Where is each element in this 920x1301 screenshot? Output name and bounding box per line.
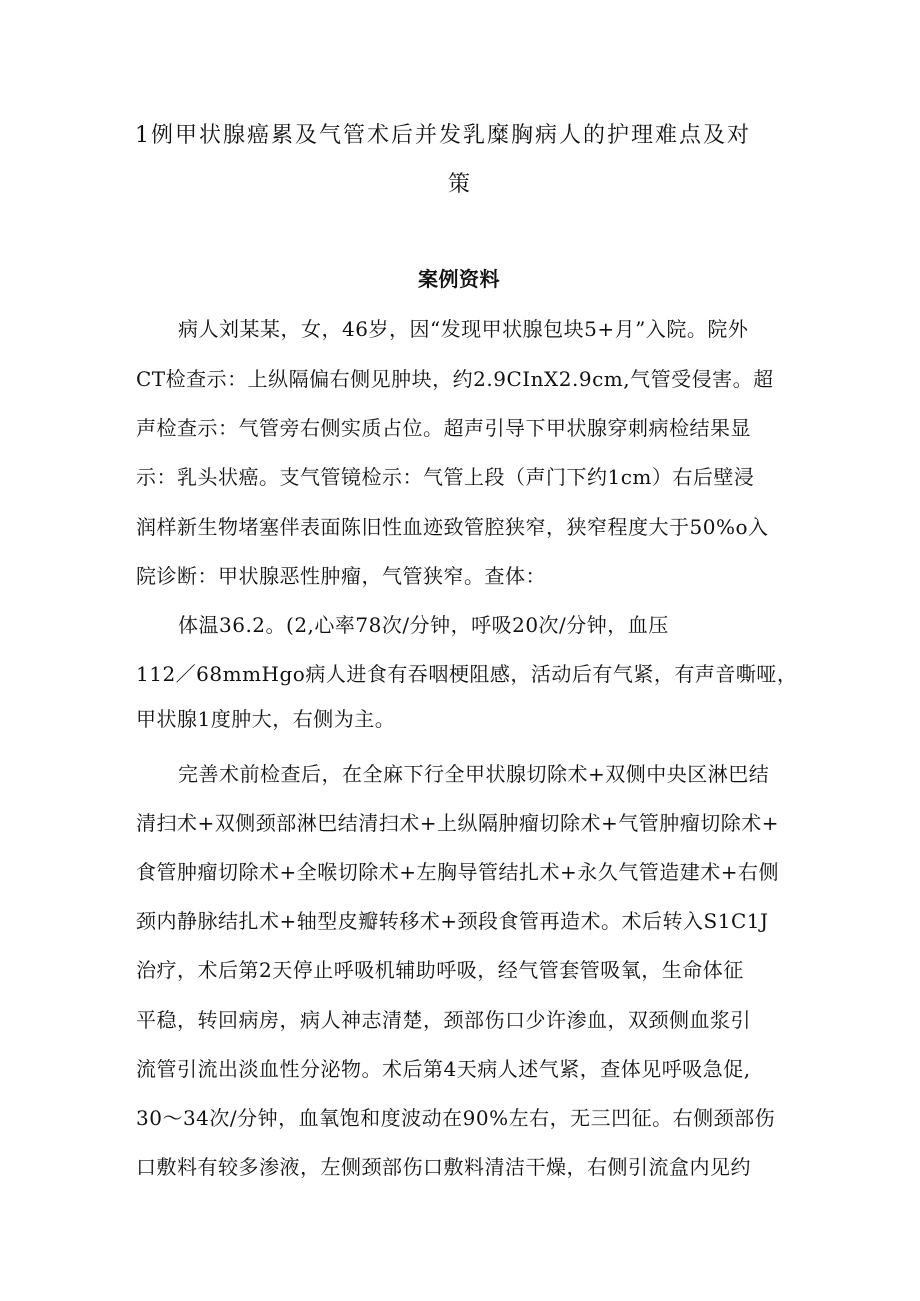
paragraph-line: 病人刘某某，女，46岁，因“发现甲状腺包块5+月”入院。院外 bbox=[178, 317, 749, 341]
paragraph-line: 完善术前检查后，在全麻下行全甲状腺切除术+双侧中央区淋巴结 bbox=[178, 762, 770, 786]
paragraph-line: 口敷料有较多渗液，左侧颈部伤口敷料清洁干燥，右侧引流盒内见约 bbox=[136, 1155, 751, 1179]
paragraph-line: 30～34次/分钟，血氧饱和度波动在90%左右，无三凹征。右侧颈部伤 bbox=[136, 1106, 776, 1130]
paragraph-line: 清扫术+双侧颈部淋巴结清扫术+上纵隔肿瘤切除术+气管肿瘤切除术+ bbox=[136, 811, 780, 835]
paragraph-line: 治疗，术后第2天停止呼吸机辅助呼吸，经气管套管吸氧，生命体征 bbox=[136, 958, 744, 982]
paragraph-line: 院诊断：甲状腺恶性肿瘤，气管狭窄。查体： bbox=[136, 564, 546, 588]
section-heading: 案例资料 bbox=[418, 267, 500, 291]
paragraph-line: 润样新生物堵塞伴表面陈旧性血迹致管腔狭窄，狭窄程度大于50%o入 bbox=[136, 515, 769, 539]
paragraph-line: 112／68mmHgo病人进食有吞咽梗阻感，活动后有气紧，有声音嘶哑， bbox=[136, 662, 798, 686]
paragraph-line: 食管肿瘤切除术+全喉切除术+左胸导管结扎术+永久气管造建术+右侧 bbox=[136, 860, 780, 884]
paragraph-line: CT检查示：上纵隔偏右侧见肿块，约2.9CInX2.9cm,气管受侵害。超 bbox=[136, 367, 774, 391]
paragraph-line: 示：乳头状癌。支气管镜检示：气管上段（声门下约1cm）右后壁浸 bbox=[136, 465, 755, 489]
paragraph-line: 甲状腺1度肿大，右侧为主。 bbox=[136, 707, 396, 731]
paragraph-line: 平稳，转回病房，病人神志清楚，颈部伤口少许渗血，双颈侧血浆引 bbox=[136, 1008, 751, 1032]
paragraph-line: 体温36.2。(2,心率78次/分钟，呼吸20次/分钟，血压 bbox=[178, 613, 669, 637]
paragraph-line: 颈内静脉结扎术+轴型皮瓣转移术+颈段食管再造术。术后转入S1C1J bbox=[136, 909, 769, 933]
document-title-line-2: 策 bbox=[448, 172, 473, 197]
paragraph-line: 流管引流出淡血性分泌物。术后第4天病人述气紧，查体见呼吸急促, bbox=[136, 1057, 751, 1081]
document-title-line-1: 1例甲状腺癌累及气管术后并发乳糜胸病人的护理难点及对 bbox=[135, 123, 751, 148]
paragraph-line: 声检查示：气管旁右侧实质占位。超声引导下甲状腺穿刺病检结果显 bbox=[136, 416, 751, 440]
